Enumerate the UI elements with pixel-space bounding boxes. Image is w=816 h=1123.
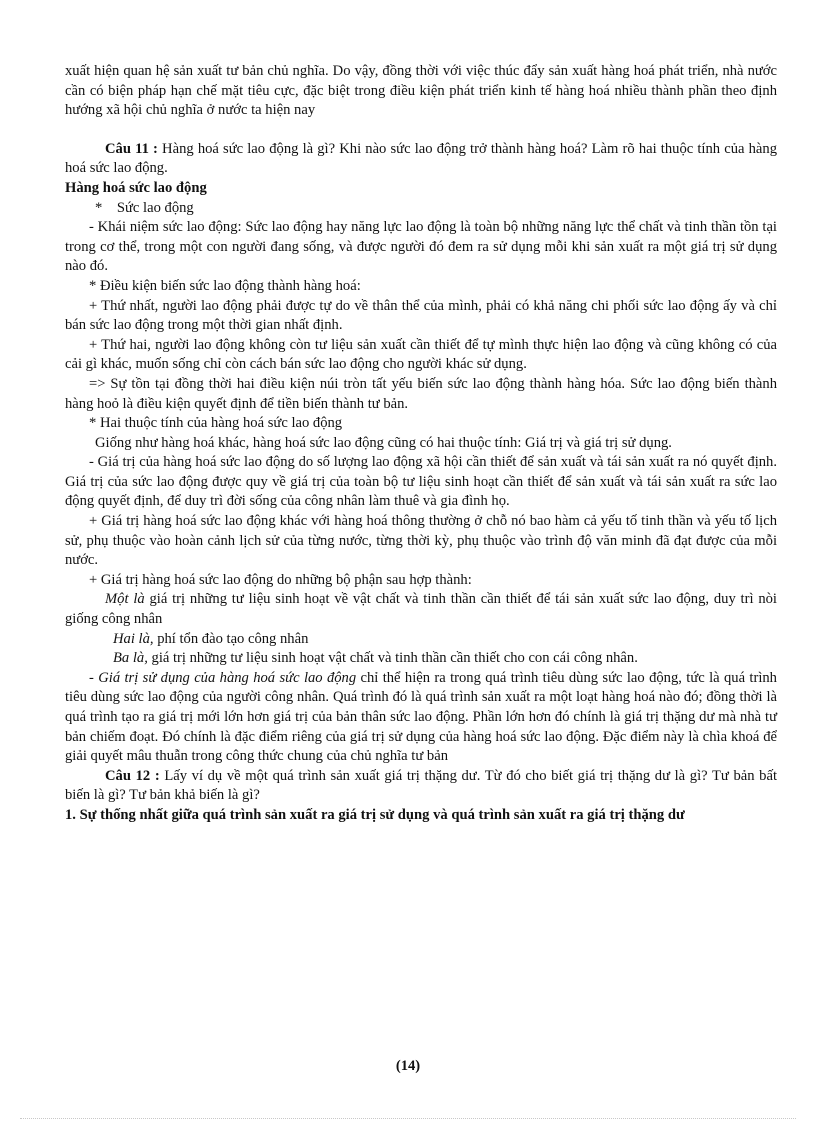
paragraph-components: + Giá trị hàng hoá sức lao động do những bộ phận sau hợp thành: — [89, 571, 472, 588]
component-two — [65, 630, 777, 650]
question-12 — [65, 767, 777, 806]
question-11 — [65, 140, 777, 179]
paragraph-use-value — [65, 669, 777, 767]
page-number: (14) — [395, 1058, 421, 1074]
document-page — [65, 62, 777, 826]
question-11-label: Câu 11 : — [105, 140, 158, 157]
paragraph-first-condition: + Thứ nhất, người lao động phải được tự do về thân thể của mình, phải có khả năng chi phối sức lao động ấy và chỉ bán sức lao động trong một thời gian nhất định. — [65, 297, 777, 334]
component-two-text: phí tổn đào tạo công nhân — [153, 630, 309, 647]
component-one — [65, 590, 777, 629]
use-value-text: chỉ thể hiện ra trong quá trình tiêu dùng sức lao động, tức là quá trình tiêu dùng sức lao động của người công nhân. Quá trình đó là quá trình sản xuất ra một loạt hàng hoá nào đó; đồng thời là quá trình tạo ra giá trị mới lớn hơn giá trị của bản thân sức lao động. Phần lớn hơn đó chính là giá trị thặng dư mà nhà tư bản chiếm đoạt. Đó chính là đặc điểm riêng của giá trị sử dụng của hàng hoá sức lao động. Đặc điểm này là chìa khoá để giải quyết mâu thuẫn trong công thức chung của chủ nghĩa tư bản — [65, 669, 777, 765]
paragraph-concept: - Khái niệm sức lao động: Sức lao động hay năng lực lao động là toàn bộ những năng lực thể chất và tinh thần tồn tại trong cơ thể, trong một con người đang sống, và được người đó đem ra sử dụng mỗi khi sản xuất ra một giá trị sử dụng nào đó. — [65, 219, 777, 275]
question-11-text: Hàng hoá sức lao động là gì? Khi nào sức lao động trở thành hàng hoá? Làm rõ hai thuộc tính của hàng hoá sức lao động. — [65, 140, 777, 177]
bullet-labor-power — [65, 199, 777, 219]
paragraph-conclusion: => Sự tồn tại đồng thời hai điều kiện núi tròn tất yếu biến sức lao động thành hàng hóa. Sức lao động biến thành hàng hoỏ là điều kiện quyết định để tiền biến thành tư bản. — [65, 375, 777, 412]
page-bottom-rule — [20, 1118, 796, 1119]
component-one-text: giá trị những tư liệu sinh hoạt về vật chất và tinh thần cần thiết để tái sản xuất sức lao động, duy trì nòi giống công nhân — [65, 591, 777, 628]
question-12-text: Lấy ví dụ về một quá trình sản xuất giá trị thặng dư. Từ đó cho biết giá trị thặng dư là gì? Tư bản bất biến là gì? Tư bản khả biến là gì? — [65, 767, 777, 804]
bullet-two-attributes: * Hai thuộc tính của hàng hoá sức lao động — [89, 415, 343, 432]
paragraph-similar: Giống như hàng hoá khác, hàng hoá sức lao động cũng có hai thuộc tính: Giá trị và giá trị sử dụng. — [95, 434, 672, 451]
paragraph-second-condition: + Thứ hai, người lao động không còn tư liệu sản xuất cần thiết để tự mình thực hiện lao động và cũng không có của cải gì khác, muốn sống chỉ còn cách bán sức lao động cho người khác sử dụng. — [65, 336, 777, 373]
paragraph-intro: xuất hiện quan hệ sản xuất tư bản chủ nghĩa. Do vậy, đồng thời với việc thúc đẩy sản xuất hàng hoá phát triển, nhà nước cần có biện pháp hạn chế mặt tiêu cực, đặc biệt trong điều kiện phát triển kinh tế hàng hoá nhiều thành phần theo định hướng xã hội chủ nghĩa ở nước ta hiện nay — [65, 63, 777, 119]
bullet-labor-power-text: * Sức lao động — [95, 199, 194, 216]
paragraph-value: - Giá trị của hàng hoá sức lao động do số lượng lao động xã hội cần thiết để sản xuất và tái sản xuất ra nó quyết định. Giá trị của sức lao động được quy về giá trị của toàn bộ tư liệu sinh hoạt cần thiết để sản xuất và tái sản xuất ra sức lao động quyết định, để duy trì đời sống của công nhân làm thuê và gia đình họ. — [65, 454, 777, 510]
use-value-label: Giá trị sử dụng của hàng hoá sức lao động — [98, 669, 357, 686]
component-two-label: Hai là, — [113, 630, 154, 647]
use-value-prefix: - — [89, 669, 99, 686]
component-one-label: Một là — [105, 591, 145, 608]
component-three — [65, 649, 777, 669]
question-12-label: Câu 12 : — [105, 767, 160, 784]
section-heading-labor-commodity: Hàng hoá sức lao động — [65, 179, 207, 196]
section-heading-unity: 1. Sự thống nhất giữa quá trình sản xuất ra giá trị sử dụng và quá trình sản xuất ra giá trị thặng dư — [65, 806, 685, 823]
bullet-conditions: * Điều kiện biến sức lao động thành hàng hoá: — [89, 277, 361, 294]
component-three-label: Ba là, — [113, 650, 148, 667]
spacer — [65, 121, 777, 140]
paragraph-difference: + Giá trị hàng hoá sức lao động khác với hàng hoá thông thường ở chỗ nó bao hàm cả yếu tố tinh thần và yếu tố lịch sử, phụ thuộc vào hoàn cảnh lịch sử của từng nước, từng thời kỳ, phụ thuộc vào trình độ văn minh đã đạt được của mỗi nước. — [65, 513, 777, 569]
component-three-text: giá trị những tư liệu sinh hoạt vật chất và tinh thần cần thiết cho con cái công nhân. — [147, 650, 638, 667]
